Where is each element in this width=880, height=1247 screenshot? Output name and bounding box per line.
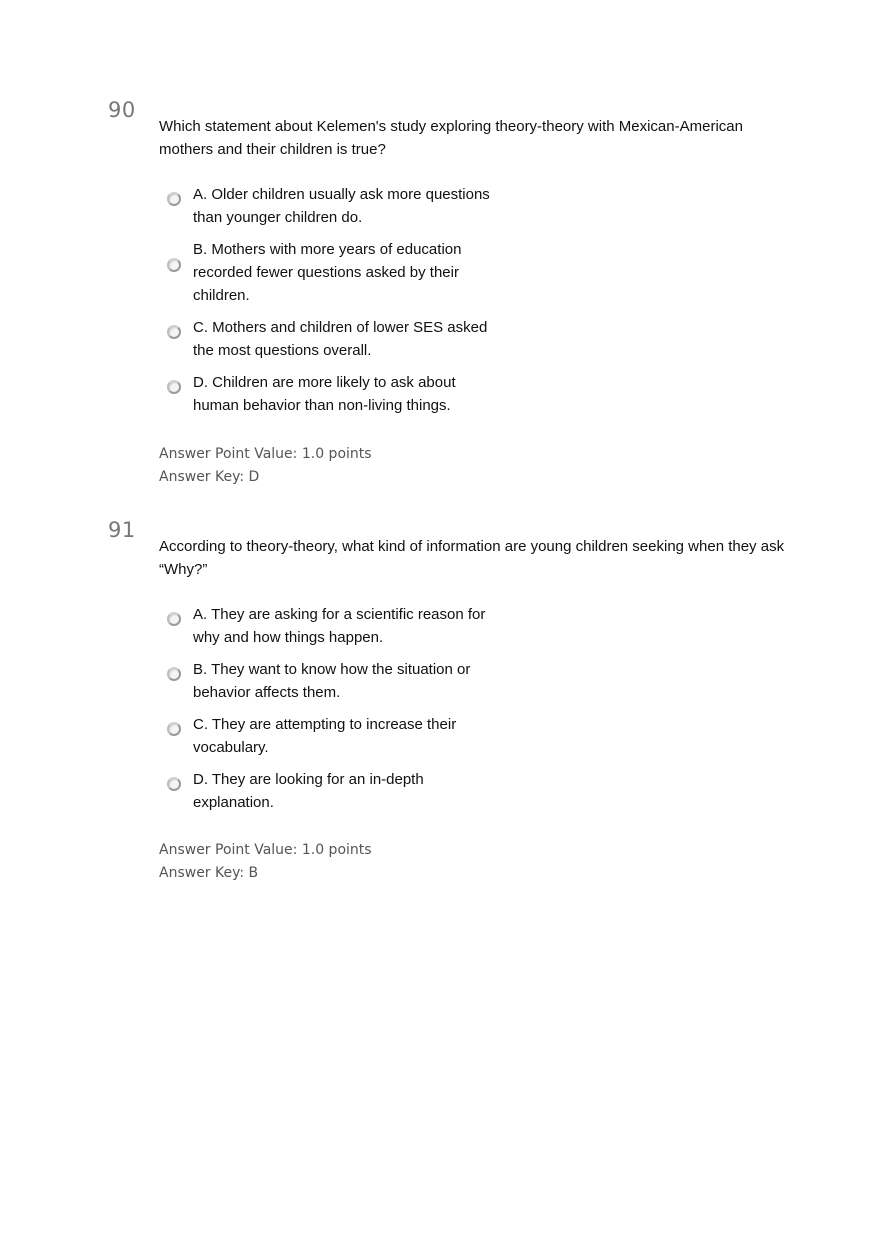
option-text-line: B. Mothers with more years of education <box>193 241 462 258</box>
option-text-line: B. They want to know how the situation or <box>193 661 471 678</box>
radio-button-icon[interactable] <box>167 667 181 681</box>
option-text-line: human behavior than non-living things. <box>193 397 451 414</box>
option-text-line: recorded fewer questions asked by their <box>193 264 459 281</box>
option-b[interactable] <box>164 658 524 704</box>
answer-key: Answer Key: D <box>159 469 260 485</box>
option-text-line: D. They are looking for an in-depth <box>193 771 424 788</box>
option-a[interactable] <box>164 183 524 229</box>
option-a[interactable] <box>164 603 524 649</box>
answer-point-value: Answer Point Value: 1.0 points <box>159 842 372 858</box>
answer-meta <box>159 839 372 885</box>
option-text-line: vocabulary. <box>193 739 269 756</box>
question-text: According to theory-theory, what kind of information are young children seeking when they ask “Why?” <box>159 538 785 578</box>
question-number: 91 <box>108 518 136 542</box>
radio-button-icon[interactable] <box>167 612 181 626</box>
option-text-line: children. <box>193 287 250 304</box>
option-text-line: why and how things happen. <box>193 629 384 646</box>
answer-point-value: Answer Point Value: 1.0 points <box>159 446 372 462</box>
radio-button-icon[interactable] <box>167 325 181 339</box>
answer-options <box>164 603 524 823</box>
answer-options <box>164 183 524 426</box>
question-text: Which statement about Kelemen's study exploring theory-theory with Mexican-American mothers and their children is true? <box>159 118 743 158</box>
option-text-line: explanation. <box>193 794 274 811</box>
option-d[interactable] <box>164 371 524 417</box>
option-text-line: A. They are asking for a scientific reason for <box>193 606 486 623</box>
option-c[interactable] <box>164 713 524 759</box>
answer-meta <box>159 443 372 489</box>
radio-button-icon[interactable] <box>167 380 181 394</box>
option-text-line: behavior affects them. <box>193 684 341 701</box>
option-text-line: than younger children do. <box>193 209 363 226</box>
question-number: 90 <box>108 98 136 122</box>
answer-key: Answer Key: B <box>159 865 259 881</box>
radio-button-icon[interactable] <box>167 777 181 791</box>
radio-button-icon[interactable] <box>167 722 181 736</box>
option-c[interactable] <box>164 316 524 362</box>
radio-button-icon[interactable] <box>167 192 181 206</box>
option-text-line: the most questions overall. <box>193 342 372 359</box>
option-text-line: C. Mothers and children of lower SES asked <box>193 319 488 336</box>
option-text-line: A. Older children usually ask more questions <box>193 186 490 203</box>
option-d[interactable] <box>164 768 524 814</box>
option-text-line: D. Children are more likely to ask about <box>193 374 456 391</box>
radio-button-icon[interactable] <box>167 258 181 272</box>
option-text-line: C. They are attempting to increase their <box>193 716 457 733</box>
option-b[interactable] <box>164 238 524 307</box>
